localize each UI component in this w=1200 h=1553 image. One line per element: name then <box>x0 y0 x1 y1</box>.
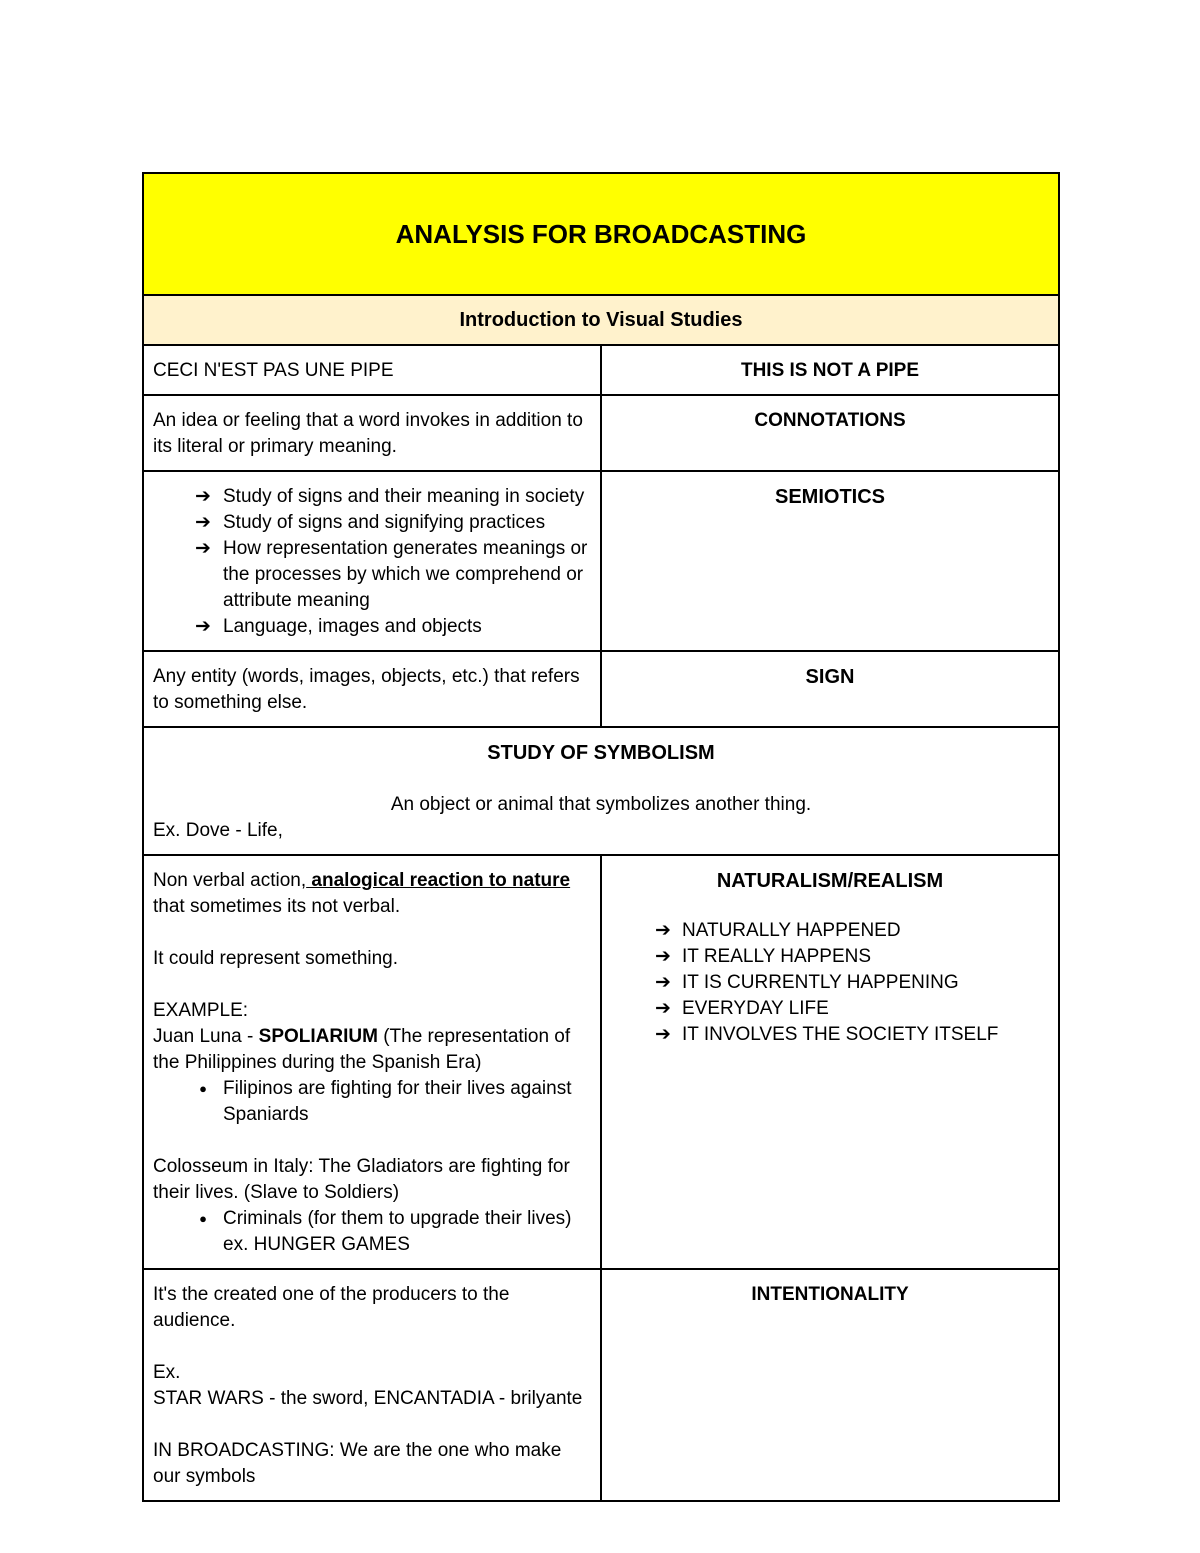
list-item: ➔ How representation generates meanings or the processes by which we comprehend or attribute meaning <box>153 536 591 614</box>
naturalism-list <box>611 918 1049 1048</box>
section-subtitle: Introduction to Visual Studies <box>143 295 1059 345</box>
sign-definition: Any entity (words, images, objects, etc.) that refers to something else. <box>143 651 601 727</box>
notes-table <box>142 172 1060 1502</box>
list-item: ➔ Study of signs and signifying practices <box>153 510 591 536</box>
naturalism-line2: It could represent something. <box>153 948 399 969</box>
symbolism-heading: STUDY OF SYMBOLISM <box>487 742 715 764</box>
spoliarium-line: Juan Luna - SPOLIARIUM (The representation of the Philippines during the Spanish Era) <box>153 1026 571 1073</box>
naturalism-definition <box>143 855 601 1269</box>
table-row <box>143 345 1059 395</box>
list-item: ➔ Study of signs and their meaning in society <box>153 484 591 510</box>
bullet-icon: ● <box>199 1081 207 1096</box>
list-item: ➔ EVERYDAY LIFE <box>611 996 1049 1022</box>
list-item: ● Criminals (for them to upgrade their lives) ex. HUNGER GAMES <box>153 1206 591 1258</box>
arrow-icon: ➔ <box>655 946 671 967</box>
list-item: ➔ NATURALLY HAPPENED <box>611 918 1049 944</box>
intentionality-ex-label: Ex. <box>153 1362 181 1383</box>
symbolism-example: Ex. Dove - Life, <box>153 820 283 841</box>
semiotics-term: SEMIOTICS <box>601 471 1059 651</box>
table-row <box>143 855 1059 1269</box>
symbolism-cell <box>143 727 1059 855</box>
connotations-term: CONNOTATIONS <box>601 395 1059 471</box>
subtitle-row <box>143 295 1059 345</box>
title-row <box>143 173 1059 295</box>
arrow-icon: ➔ <box>195 616 211 637</box>
colosseum-list <box>153 1206 591 1258</box>
pipe-text: CECI N'EST PAS UNE PIPE <box>143 345 601 395</box>
semiotics-definition <box>143 471 601 651</box>
document-title: ANALYSIS FOR BROADCASTING <box>143 173 1059 295</box>
bullet-icon: ● <box>199 1211 207 1226</box>
table-row <box>143 395 1059 471</box>
arrow-icon: ➔ <box>655 998 671 1019</box>
naturalism-term-cell <box>601 855 1059 1269</box>
naturalism-line1: Non verbal action, analogical reaction to nature that sometimes its not verbal. <box>153 870 571 917</box>
list-item: ➔ Language, images and objects <box>153 614 591 640</box>
colosseum-line: Colosseum in Italy: The Gladiators are fighting for their lives. (Slave to Soldiers) <box>153 1156 570 1203</box>
example-label: EXAMPLE: <box>153 1000 249 1021</box>
arrow-icon: ➔ <box>195 538 211 559</box>
list-item: ➔ IT REALLY HAPPENS <box>611 944 1049 970</box>
table-row <box>143 727 1059 855</box>
intentionality-broadcast: IN BROADCASTING: We are the one who make our symbols <box>153 1440 562 1487</box>
table-row <box>143 651 1059 727</box>
semiotics-list <box>153 484 591 640</box>
intentionality-term: INTENTIONALITY <box>601 1269 1059 1501</box>
arrow-icon: ➔ <box>655 972 671 993</box>
table-row <box>143 471 1059 651</box>
connotations-definition: An idea or feeling that a word invokes in addition to its literal or primary meaning. <box>143 395 601 471</box>
key-phrase: analogical reaction to nature <box>306 870 571 891</box>
intentionality-line1: It's the created one of the producers to the audience. <box>153 1284 510 1331</box>
arrow-icon: ➔ <box>195 486 211 507</box>
table-row <box>143 1269 1059 1501</box>
arrow-icon: ➔ <box>195 512 211 533</box>
list-item: ➔ IT IS CURRENTLY HAPPENING <box>611 970 1049 996</box>
sign-term: SIGN <box>601 651 1059 727</box>
symbolism-definition: An object or animal that symbolizes another thing. <box>390 794 812 815</box>
intentionality-ex-line: STAR WARS - the sword, ENCANTADIA - brilyante <box>153 1388 583 1409</box>
intentionality-definition <box>143 1269 601 1501</box>
spoliarium-list <box>153 1076 591 1128</box>
list-item: ● Filipinos are fighting for their lives against Spaniards <box>153 1076 591 1128</box>
naturalism-term: NATURALISM/REALISM <box>716 870 944 892</box>
arrow-icon: ➔ <box>655 920 671 941</box>
pipe-term: THIS IS NOT A PIPE <box>601 345 1059 395</box>
list-item: ➔ IT INVOLVES THE SOCIETY ITSELF <box>611 1022 1049 1048</box>
arrow-icon: ➔ <box>655 1024 671 1045</box>
